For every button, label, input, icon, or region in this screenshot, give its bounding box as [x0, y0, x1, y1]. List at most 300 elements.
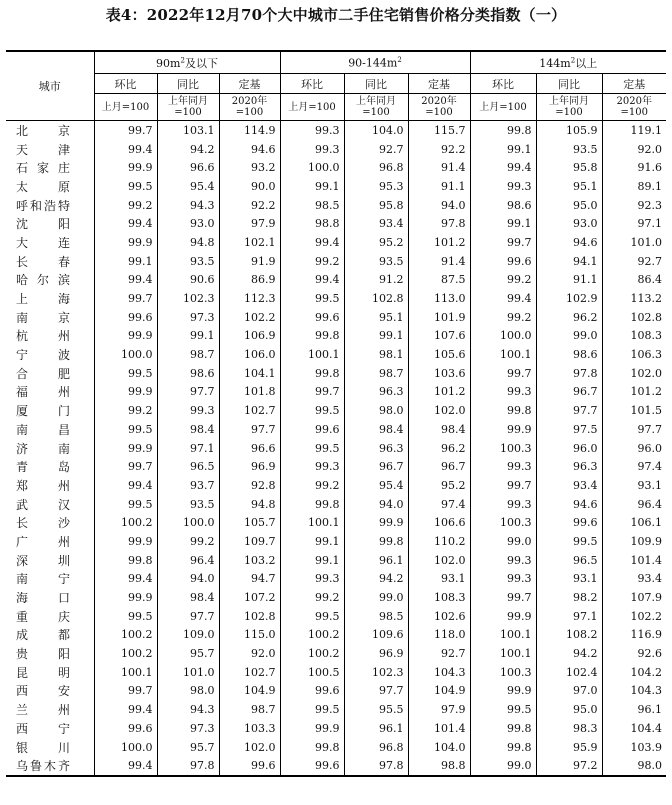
city-name-text: 重 庆: [16, 609, 70, 624]
index-value: 103.9: [602, 738, 666, 757]
table-row: [6, 121, 666, 140]
group-header-small: $90m^2$及以下: [94, 51, 280, 74]
city-name-text: 长 春: [16, 254, 70, 269]
index-value: 99.7: [470, 364, 536, 383]
index-value: 101.8: [219, 383, 280, 402]
index-value: 99.7: [94, 121, 157, 140]
index-value: 99.7: [470, 233, 536, 252]
city-name-text: 沈 阳: [16, 217, 70, 232]
index-value: 99.3: [470, 570, 536, 589]
index-value: 99.6: [280, 682, 344, 701]
index-value: 99.8: [94, 551, 157, 570]
index-value: 99.1: [280, 532, 344, 551]
city-name: [6, 401, 94, 420]
index-value: 108.3: [602, 327, 666, 346]
city-name-text: 成 都: [16, 628, 70, 643]
table-row: [6, 196, 666, 215]
city-name-text: 北 京: [16, 123, 70, 138]
index-value: 102.0: [219, 738, 280, 757]
index-value: 89.1: [602, 177, 666, 196]
index-value: 101.2: [602, 383, 666, 402]
index-value: 99.1: [157, 327, 219, 346]
index-value: 99.8: [470, 121, 536, 140]
index-value: 105.6: [408, 345, 470, 364]
index-value: 99.1: [280, 551, 344, 570]
index-value: 96.3: [536, 457, 602, 476]
index-value: 99.7: [280, 383, 344, 402]
table-row: [6, 513, 666, 532]
index-value: 114.9: [219, 121, 280, 140]
index-value: 115.0: [219, 626, 280, 645]
index-value: 99.9: [94, 158, 157, 177]
index-value: 99.5: [94, 607, 157, 626]
city-name: [6, 420, 94, 439]
index-value: 95.8: [344, 196, 408, 215]
index-value: 94.3: [157, 700, 219, 719]
index-value: 99.1: [280, 177, 344, 196]
index-value: 91.1: [408, 177, 470, 196]
index-value: 99.9: [94, 532, 157, 551]
index-value: 113.0: [408, 289, 470, 308]
basis-mom: 上月=100: [470, 94, 536, 121]
basis-base: 2020年 =100: [602, 94, 666, 121]
city-name-text: 福 州: [16, 385, 70, 400]
index-value: 102.0: [602, 364, 666, 383]
table-row: [6, 700, 666, 719]
city-name: [6, 158, 94, 177]
subheader-mom: 环比: [94, 74, 157, 94]
city-name: [6, 513, 94, 532]
index-value: 98.7: [157, 345, 219, 364]
basis-mom: 上月=100: [94, 94, 157, 121]
index-value: 92.2: [408, 140, 470, 159]
subheader-yoy: 同比: [344, 74, 408, 94]
index-value: 94.0: [157, 570, 219, 589]
index-value: 110.2: [408, 532, 470, 551]
city-name: [6, 439, 94, 458]
index-value: 95.0: [536, 196, 602, 215]
city-name-text: 长 沙: [16, 516, 70, 531]
index-value: 99.6: [280, 420, 344, 439]
index-value: 95.9: [536, 738, 602, 757]
index-value: 100.3: [470, 513, 536, 532]
index-value: 99.6: [219, 756, 280, 776]
table-row: [6, 233, 666, 252]
table-row: [6, 308, 666, 327]
index-value: 92.7: [344, 140, 408, 159]
index-value: 91.9: [219, 252, 280, 271]
city-name: [6, 532, 94, 551]
subheader-yoy: 同比: [157, 74, 219, 94]
index-value: 118.0: [408, 626, 470, 645]
index-value: 95.2: [344, 233, 408, 252]
table-row: [6, 252, 666, 271]
index-value: 94.6: [536, 495, 602, 514]
index-value: 94.8: [157, 233, 219, 252]
index-value: 97.4: [602, 457, 666, 476]
index-value: 102.3: [157, 289, 219, 308]
index-value: 102.7: [219, 401, 280, 420]
index-value: 98.3: [536, 719, 602, 738]
index-value: 119.1: [602, 121, 666, 140]
city-name: [6, 495, 94, 514]
index-value: 94.8: [219, 495, 280, 514]
city-name: [6, 308, 94, 327]
table-row: [6, 177, 666, 196]
index-value: 104.0: [408, 738, 470, 757]
subheader-base: 定基: [408, 74, 470, 94]
price-index-table: [6, 50, 666, 777]
index-value: 93.7: [157, 476, 219, 495]
index-value: 93.4: [536, 476, 602, 495]
index-value: 99.0: [470, 532, 536, 551]
index-value: 104.3: [408, 663, 470, 682]
basis-base: 2020年 =100: [408, 94, 470, 121]
index-value: 98.5: [280, 196, 344, 215]
index-value: 99.6: [94, 719, 157, 738]
index-value: 100.1: [280, 513, 344, 532]
index-value: 98.2: [536, 588, 602, 607]
city-name-text: 银 川: [16, 740, 70, 755]
index-value: 99.3: [470, 457, 536, 476]
index-value: 93.1: [408, 570, 470, 589]
table-title: 表4：2022年12月70个大中城市二手住宅销售价格分类指数（一）: [105, 6, 567, 24]
index-value: 104.4: [602, 719, 666, 738]
index-value: 96.7: [344, 457, 408, 476]
index-value: 92.0: [219, 644, 280, 663]
index-value: 99.6: [280, 756, 344, 776]
index-value: 97.7: [157, 607, 219, 626]
index-value: 102.3: [344, 663, 408, 682]
table-row: [6, 588, 666, 607]
index-value: 103.1: [157, 121, 219, 140]
city-column-header: 城市: [6, 51, 94, 121]
city-name-text: 武 汉: [16, 497, 70, 512]
index-value: 99.3: [280, 140, 344, 159]
index-value: 99.3: [280, 121, 344, 140]
index-value: 98.4: [408, 420, 470, 439]
index-value: 100.2: [280, 644, 344, 663]
index-value: 102.8: [602, 308, 666, 327]
city-name: [6, 271, 94, 290]
index-value: 94.1: [536, 252, 602, 271]
index-value: 99.5: [94, 177, 157, 196]
index-value: 98.5: [344, 607, 408, 626]
city-name: [6, 551, 94, 570]
index-value: 98.7: [344, 364, 408, 383]
index-value: 93.5: [157, 495, 219, 514]
index-value: 96.2: [536, 308, 602, 327]
index-value: 92.7: [408, 644, 470, 663]
index-value: 100.1: [94, 663, 157, 682]
city-name-text: 郑 州: [16, 478, 70, 493]
index-value: 95.4: [157, 177, 219, 196]
table-row: [6, 214, 666, 233]
index-value: 99.1: [470, 214, 536, 233]
index-value: 93.2: [219, 158, 280, 177]
index-value: 100.1: [470, 626, 536, 645]
index-value: 103.3: [219, 719, 280, 738]
index-value: 104.9: [408, 682, 470, 701]
index-value: 98.4: [344, 420, 408, 439]
city-name: [6, 644, 94, 663]
index-value: 100.2: [94, 626, 157, 645]
index-value: 91.1: [536, 271, 602, 290]
index-value: 99.2: [157, 532, 219, 551]
index-value: 99.9: [94, 588, 157, 607]
index-value: 94.2: [536, 644, 602, 663]
index-value: 99.5: [536, 532, 602, 551]
index-value: 99.9: [94, 383, 157, 402]
index-value: 99.7: [94, 682, 157, 701]
index-value: 100.0: [94, 738, 157, 757]
city-name: [6, 457, 94, 476]
city-name: [6, 570, 94, 589]
index-value: 99.9: [470, 420, 536, 439]
index-value: 99.5: [280, 401, 344, 420]
index-value: 102.0: [408, 551, 470, 570]
index-value: 99.5: [280, 700, 344, 719]
index-value: 99.2: [470, 308, 536, 327]
index-value: 99.8: [280, 738, 344, 757]
index-value: 96.2: [408, 439, 470, 458]
index-value: 93.0: [157, 214, 219, 233]
index-value: 102.2: [219, 308, 280, 327]
table-row: [6, 439, 666, 458]
index-value: 99.2: [94, 196, 157, 215]
city-name-text: 太 原: [16, 179, 70, 194]
index-value: 97.7: [536, 401, 602, 420]
index-value: 97.9: [408, 700, 470, 719]
index-value: 95.4: [344, 476, 408, 495]
index-value: 91.6: [602, 158, 666, 177]
index-value: 109.0: [157, 626, 219, 645]
index-value: 102.9: [536, 289, 602, 308]
index-value: 102.0: [408, 401, 470, 420]
index-value: 115.7: [408, 121, 470, 140]
index-value: 107.2: [219, 588, 280, 607]
index-value: 99.6: [280, 308, 344, 327]
index-value: 99.5: [280, 607, 344, 626]
basis-yoy: 上年同月 =100: [536, 94, 602, 121]
table-row: [6, 140, 666, 159]
index-value: 93.5: [536, 140, 602, 159]
city-name-text: 昆 明: [16, 665, 70, 680]
index-value: 112.3: [219, 289, 280, 308]
index-value: 97.7: [157, 383, 219, 402]
index-value: 108.3: [408, 588, 470, 607]
index-value: 116.9: [602, 626, 666, 645]
index-value: 99.6: [94, 308, 157, 327]
index-value: 99.4: [94, 140, 157, 159]
city-name-text: 石家庄: [16, 161, 70, 176]
index-value: 97.2: [536, 756, 602, 776]
index-value: 107.6: [408, 327, 470, 346]
index-value: 96.5: [157, 457, 219, 476]
index-value: 94.0: [408, 196, 470, 215]
index-value: 99.8: [280, 364, 344, 383]
index-value: 99.2: [94, 401, 157, 420]
index-value: 103.2: [219, 551, 280, 570]
index-value: 99.2: [470, 271, 536, 290]
index-value: 100.1: [280, 345, 344, 364]
index-value: 108.2: [536, 626, 602, 645]
index-value: 98.7: [219, 700, 280, 719]
index-value: 99.4: [280, 271, 344, 290]
index-value: 99.3: [157, 401, 219, 420]
index-value: 94.3: [157, 196, 219, 215]
city-name: [6, 177, 94, 196]
index-value: 99.9: [94, 327, 157, 346]
index-value: 93.4: [602, 570, 666, 589]
city-name-text: 上 海: [16, 292, 70, 307]
index-value: 94.2: [344, 570, 408, 589]
index-value: 99.8: [344, 532, 408, 551]
table-header: [6, 51, 666, 121]
index-value: 92.8: [219, 476, 280, 495]
index-value: 99.7: [470, 588, 536, 607]
index-value: 96.1: [602, 700, 666, 719]
city-name-text: 合 肥: [16, 366, 70, 381]
index-value: 98.4: [157, 588, 219, 607]
table-row: [6, 719, 666, 738]
index-value: 100.0: [470, 327, 536, 346]
index-value: 102.8: [219, 607, 280, 626]
index-value: 97.0: [536, 682, 602, 701]
index-value: 92.0: [602, 140, 666, 159]
city-name: [6, 719, 94, 738]
index-value: 97.7: [344, 682, 408, 701]
city-name: [6, 682, 94, 701]
index-value: 99.7: [94, 289, 157, 308]
city-name: [6, 214, 94, 233]
index-value: 109.7: [219, 532, 280, 551]
table-row: [6, 756, 666, 776]
table-row: [6, 532, 666, 551]
index-value: 91.4: [408, 252, 470, 271]
index-value: 107.9: [602, 588, 666, 607]
index-value: 99.1: [344, 327, 408, 346]
city-name-text: 大 连: [16, 235, 70, 250]
index-value: 99.5: [94, 364, 157, 383]
index-value: 106.3: [602, 345, 666, 364]
city-name: [6, 364, 94, 383]
index-value: 106.1: [602, 513, 666, 532]
index-value: 97.3: [157, 719, 219, 738]
index-value: 106.9: [219, 327, 280, 346]
index-value: 99.9: [470, 682, 536, 701]
index-value: 95.8: [536, 158, 602, 177]
index-value: 96.5: [536, 551, 602, 570]
index-value: 99.0: [344, 588, 408, 607]
index-value: 93.5: [157, 252, 219, 271]
index-value: 99.6: [470, 252, 536, 271]
index-value: 106.0: [219, 345, 280, 364]
index-value: 99.9: [280, 719, 344, 738]
index-value: 101.0: [602, 233, 666, 252]
basis-mom: 上月=100: [280, 94, 344, 121]
city-name: [6, 588, 94, 607]
index-value: 101.9: [408, 308, 470, 327]
table-row: [6, 457, 666, 476]
table-row: [6, 364, 666, 383]
index-value: 99.2: [280, 588, 344, 607]
index-value: 92.7: [602, 252, 666, 271]
index-value: 101.2: [408, 233, 470, 252]
index-value: 94.2: [157, 140, 219, 159]
basis-yoy: 上年同月 =100: [157, 94, 219, 121]
index-value: 99.9: [344, 513, 408, 532]
city-name: [6, 289, 94, 308]
index-value: 99.3: [470, 383, 536, 402]
index-value: 99.0: [536, 327, 602, 346]
city-name: [6, 738, 94, 757]
city-name-text: 青 岛: [16, 460, 70, 475]
city-name: [6, 140, 94, 159]
index-value: 100.3: [470, 439, 536, 458]
table-row: [6, 401, 666, 420]
table-row: [6, 158, 666, 177]
table-row: [6, 626, 666, 645]
index-value: 102.2: [602, 607, 666, 626]
basis-row: [6, 94, 666, 121]
index-value: 99.4: [94, 214, 157, 233]
index-value: 91.2: [344, 271, 408, 290]
index-value: 101.4: [602, 551, 666, 570]
index-value: 97.1: [536, 607, 602, 626]
table-row: [6, 383, 666, 402]
index-value: 92.2: [219, 196, 280, 215]
index-value: 100.5: [280, 663, 344, 682]
index-value: 97.4: [408, 495, 470, 514]
index-value: 105.9: [536, 121, 602, 140]
index-value: 101.4: [408, 719, 470, 738]
index-value: 96.9: [344, 644, 408, 663]
table-row: [6, 607, 666, 626]
index-value: 99.3: [280, 457, 344, 476]
index-value: 98.0: [344, 401, 408, 420]
index-value: 91.4: [408, 158, 470, 177]
table-row: [6, 570, 666, 589]
index-value: 99.8: [470, 719, 536, 738]
city-name-text: 宁 波: [16, 348, 70, 363]
index-value: 98.8: [408, 756, 470, 776]
table-row: [6, 644, 666, 663]
index-value: 104.3: [602, 682, 666, 701]
index-value: 96.3: [344, 439, 408, 458]
basis-base: 2020年 =100: [219, 94, 280, 121]
index-value: 96.8: [344, 738, 408, 757]
index-value: 98.4: [157, 420, 219, 439]
index-value: 99.2: [280, 476, 344, 495]
index-value: 99.3: [470, 495, 536, 514]
basis-yoy: 上年同月 =100: [344, 94, 408, 121]
index-value: 98.0: [157, 682, 219, 701]
index-value: 96.6: [219, 439, 280, 458]
index-value: 97.1: [157, 439, 219, 458]
city-name: [6, 345, 94, 364]
index-value: 96.7: [536, 383, 602, 402]
table-row: [6, 289, 666, 308]
table-row: [6, 271, 666, 290]
index-value: 100.0: [280, 158, 344, 177]
index-value: 99.4: [94, 570, 157, 589]
index-value: 93.4: [344, 214, 408, 233]
city-name: [6, 700, 94, 719]
index-value: 99.7: [470, 476, 536, 495]
index-value: 100.2: [94, 513, 157, 532]
index-value: 99.9: [94, 233, 157, 252]
